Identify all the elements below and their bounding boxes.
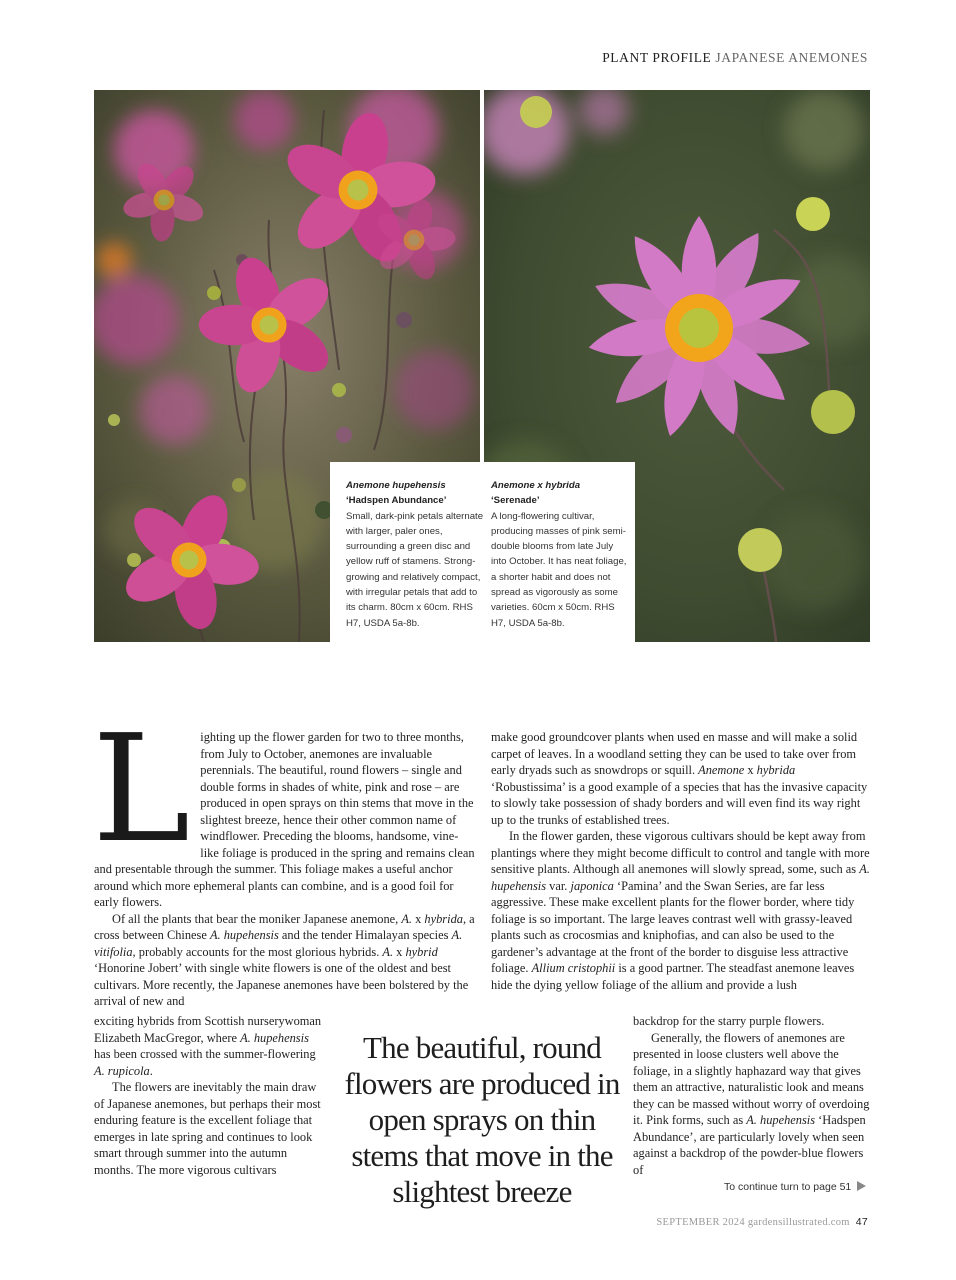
running-header bbox=[602, 50, 868, 66]
issue-date: SEPTEMBER 2024 bbox=[656, 1217, 745, 1228]
pull-quote: The beautiful, round flowers are produced in open sprays on thin stems that move in the slightest breeze bbox=[344, 1030, 620, 1209]
caption-species: Anemone hupehensis bbox=[346, 480, 446, 491]
caption-text: Small, dark-pink petals alternate with larger, paler ones, surrounding a green disc and yellow ruff of stamens. Strong-growing and relatively compact, with irregular petals that add to its charm. 80cm x 60cm. RHS H7, USDA 5a-8b. bbox=[346, 510, 484, 629]
paragraph-5: In the flower garden, these vigorous cultivars should be kept away from plantings where they might become difficult to control and tangle with more sensitive plants. Although all anemones will slowly spread, some, such as A. hupehensis var. japonica ‘Pamina’ and the Swan Series, are far less aggressive. These make excellent plants for the flower border, where tidy foliage is so important. The large leaves contrast well with grassy-leaved plants such as crocosmias and kniphofias, and can also be used to the gardener’s advantage at the front of the border to disguise less attractive foliage. Allium cristophii is a good partner. The steadfast anemone leaves hide the dying yellow foliage of the allium and provide a lush bbox=[491, 829, 870, 992]
drop-cap: L bbox=[92, 703, 191, 875]
caption-serenade bbox=[491, 478, 631, 631]
paragraph-2-continued: exciting hybrids from Scottish nurserywoman Elizabeth MacGregor, where A. hupehensis has been crossed with the summer-flowering A. rupicola. bbox=[94, 1014, 322, 1078]
section-label: PLANT PROFILE bbox=[602, 50, 712, 65]
caption-cultivar: ‘Hadspen Abundance’ bbox=[346, 495, 447, 507]
caption-hadspen-abundance bbox=[346, 478, 486, 631]
paragraph-1: ighting up the flower garden for two to three months, from July to October, anemones are invaluable perennials. The beautiful, round flowers – single and double forms in shades of white, pink and rose – are produced in open sprays on thin stems that move in the slightest breeze, hence their other common name of windflower. Preceding the blooms, handsome, vine-like foliage is produced in the spring and remains clean and presentable through the summer. This foliage makes a useful anchor around which more ephemeral plants can combine, and is a good foil for early flowers. bbox=[94, 730, 475, 909]
paragraph-6: Generally, the flowers of anemones are presented in loose clusters well above the foliage, in a slightly haphazard way that gives them an attractive, naturalistic look and means they can be massed without worry of overdoing it. Pink forms, such as A. hupehensis ‘Hadspen Abundance’, are particularly lovely when seen against a backdrop of the powder-blue flowers of bbox=[633, 1030, 870, 1177]
website: gardensillustrated.com bbox=[747, 1217, 850, 1228]
page-number: 47 bbox=[855, 1216, 868, 1228]
paragraph-4: make good groundcover plants when used en masse and will make a solid carpet of leaves. In a woodland setting they can be used to take over from early dryads such as snowdrops or squill. Anemone x hybrida ‘Robustissima’ is a good example of a species that has the invasive capacity to slowly take possession of shady borders and will even find its way right up to the trunks of established trees. bbox=[491, 730, 868, 827]
continue-text: To continue turn to page 51 bbox=[724, 1181, 852, 1193]
paragraph-2: Of all the plants that bear the moniker Japanese anemone, A. x hybrida, a cross between Chinese A. hupehensis and the tender Himalayan species A. vitifolia, probably accounts for the most glorious hybrids. A. x hybrid ‘Honorine Jobert’ with single white flowers is one of the oldest and best cultivars. More recently, the Japanese anemones have been bolstered by the arrival of new and bbox=[94, 911, 475, 1008]
caption-text: A long-flowering cultivar, producing masses of pink semi-double blooms from late July into October. It has neat foliage, a shorter habit and does not spread as vigorously as some varieties. 60cm x 50cm. RHS H7, USDA 5a-8b. bbox=[491, 510, 627, 629]
article-column-2 bbox=[491, 729, 871, 993]
article-column-2-lower bbox=[633, 1013, 871, 1178]
continue-link[interactable] bbox=[724, 1181, 866, 1193]
topic-label: JAPANESE ANEMONES bbox=[715, 50, 868, 65]
paragraph-3: The flowers are inevitably the main draw of Japanese anemones, but perhaps their most enduring feature is the excellent foliage that emerges in late spring and continues to look smart through summer into the autumn months. The more vigorous cultivars bbox=[94, 1080, 321, 1177]
page-footer bbox=[656, 1216, 868, 1228]
caption-box bbox=[330, 462, 635, 642]
article-column-1 bbox=[92, 703, 476, 1010]
arrow-right-icon bbox=[857, 1181, 866, 1191]
paragraph-5-continued: backdrop for the starry purple flowers. bbox=[633, 1014, 825, 1028]
caption-species: Anemone x hybrida bbox=[491, 480, 581, 491]
article-column-1-lower bbox=[94, 1013, 322, 1178]
caption-cultivar: ‘Serenade’ bbox=[491, 495, 540, 507]
